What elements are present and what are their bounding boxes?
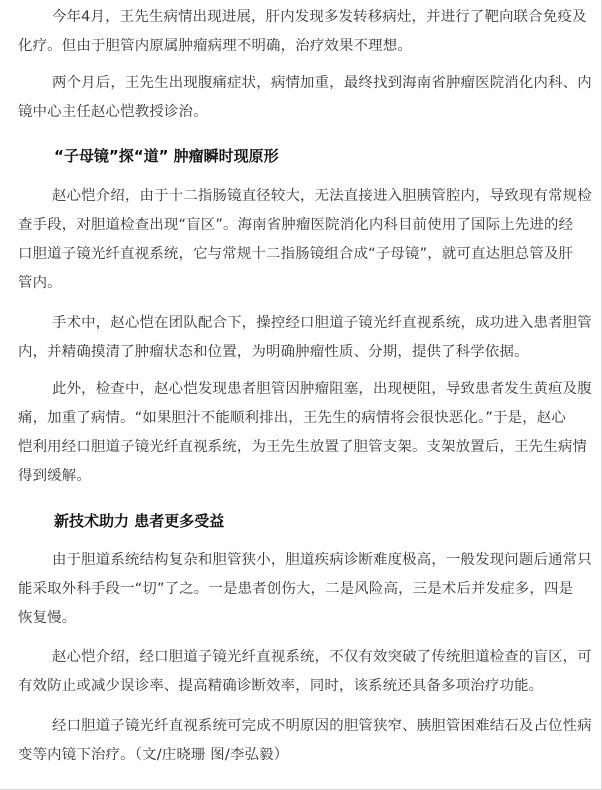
paragraph-line: 管内。 [18,275,62,291]
paragraph-line: 得到缓解。 [18,468,91,484]
paragraph-line: 恺利用经口胆道子镜光纤直视系统，为王先生放置了胆管支架。支架放置后，王先生病情 [18,439,588,455]
paragraph-line: 查手段，对胆道检查出现“盲区”。海南省肿瘤医院消化内科目前使用了国际上先进的经 [18,217,574,233]
paragraph-line: 能采取外科手段一“切”了之。一是患者创伤大，二是风险高，三是术后并发症多，四是 [18,581,574,597]
paragraph-line: 变等内镜下治疗。（文/庄晓珊 图/李弘毅） [18,747,289,763]
paragraph-line: 经口胆道子镜光纤直视系统可完成不明原因的胆管狭窄、胰胆管困难结石及占位性病 [52,718,592,734]
section-heading-2: 新技术助力 患者更多受益 [54,512,225,530]
paragraph-4 [18,309,592,367]
paragraph-3 [18,182,592,298]
paragraph-line: 由于胆道系统结构复杂和胆管狭小，胆道疾病诊断难度极高，一般发现问题后通常只 [52,552,592,568]
paragraph-5 [18,375,592,491]
paragraph-7 [18,643,592,701]
paragraph-line: 今年4月，王先生病情出现进展，肝内发现多发转移病灶，并进行了靶向联合免疫及 [52,9,587,25]
paragraph-line: 痛，加重了病情。“如果胆汁不能顺利排出，王先生的病情将会很快恶化。”于是，赵心 [18,410,566,426]
paragraph-line: 手术中，赵心恺在团队配合下，操控经口胆道子镜光纤直视系统，成功进入患者胆管 [52,315,592,331]
paragraph-line: 口胆道子镜光纤直视系统，它与常规十二指肠镜组合成“子母镜”，就可直达胆总管及肝 [18,246,574,262]
paragraph-1 [18,3,587,61]
paragraph-line: 化疗。但由于胆管内原属肿瘤病理不明确，治疗效果不理想。 [18,38,412,54]
paragraph-line: 有效防止或减少误诊率、提高精确诊断效率，同时，该系统还具备多项治疗功能。 [18,678,544,694]
paragraph-line: 两个月后，王先生出现腹痛症状，病情加重，最终找到海南省肿瘤医院消化内科、内 [52,75,592,91]
paragraph-line: 此外，检查中，赵心恺发现患者胆管因肿瘤阻塞，出现梗阻，导致患者发生黄疸及腹 [52,381,592,397]
paragraph-line: 赵心恺介绍，经口胆道子镜光纤直视系统，不仅有效突破了传统胆道检查的盲区，可 [52,649,592,665]
paragraph-line: 赵心恺介绍，由于十二指肠镜直径较大，无法直接进入胆胰管腔内，导致现有常规检 [52,188,592,204]
paragraph-6 [18,546,592,633]
section-heading-1: “子母镜”探“道” 肿瘤瞬时现原形 [54,147,279,165]
paragraph-line: 恢复慢。 [18,610,77,626]
paragraph-8 [18,712,592,770]
paragraph-line: 内，并精确摸清了肿瘤状态和位置，为明确肿瘤性质、分期，提供了科学依据。 [18,344,529,360]
paragraph-2 [18,69,592,127]
paragraph-line: 镜中心主任赵心恺教授诊治。 [18,104,208,120]
